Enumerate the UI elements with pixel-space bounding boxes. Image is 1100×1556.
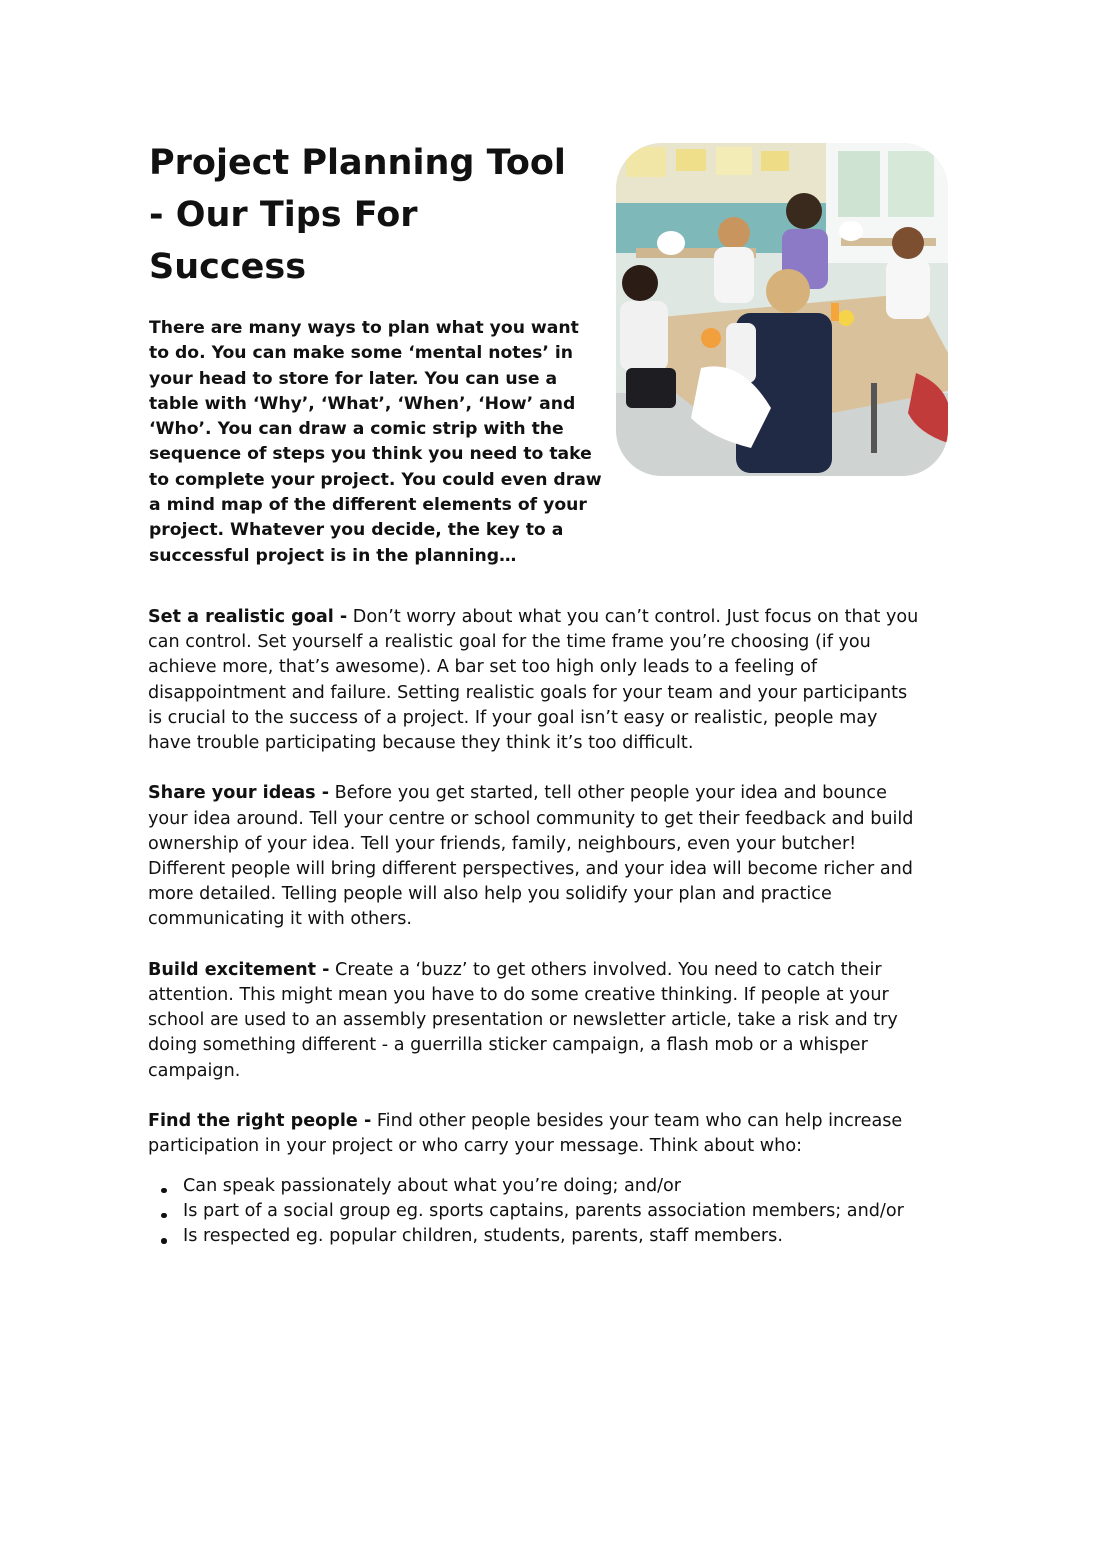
tip-heading: Build excitement - [148, 959, 330, 980]
page-title: Project Planning Tool - Our Tips For Success [149, 143, 566, 287]
tip-text: Don’t worry about what you can’t control. Just focus on that you can control. Set yourself a realistic goal for the time frame you’re choosing (if you achieve more, that’s awesome). A bar set too high only leads to a feeling of disappointment and failure. Setting realistic goals for your team and your participants is crucial to the success of a project. If your goal isn’t easy or realistic, people may have trouble participating because they think it’s too difficult. [148, 607, 919, 754]
classroom-photo [616, 143, 948, 476]
classroom-illustration [616, 143, 948, 476]
tip-heading: Set a realistic goal - [148, 607, 348, 627]
intro-paragraph: There are many ways to plan what you want to do. You can make some ‘mental notes’ in your head to store for later. You can use a table with ‘Why’, ‘What’, ‘When’, ‘How’ and ‘Who’. You can draw a comic strip with the sequence of steps you think you need to take to complete your project. You could even draw a mind map of the different elements of your project. Whatever you decide, the key to a successful project is in the planning… [149, 318, 602, 566]
tip-heading: Share your ideas - [148, 783, 330, 804]
tips-section [148, 605, 923, 1249]
tip-share-ideas [148, 781, 923, 932]
people-list [148, 1174, 923, 1250]
tip-heading: Find the right people - [148, 1111, 372, 1132]
list-item: Is respected eg. popular children, students, parents, staff members. [148, 1224, 923, 1249]
tip-text: Create a ‘buzz’ to get others involved. You need to catch their attention. This might mean you have to do some creative thinking. If people at your school are used to an assembly presentation or newsletter article, take a risk and try doing something different - a guerrilla sticker campaign, a flash mob or a whisper campaign. [148, 959, 898, 1081]
tip-text: Find other people besides your team who can help increase participation in your project or who carry your message. Think about who: [148, 1111, 903, 1157]
list-item: Is part of a social group eg. sports captains, parents association members; and/or [148, 1199, 923, 1224]
list-item: Can speak passionately about what you’re doing; and/or [148, 1174, 923, 1199]
tip-right-people [148, 1109, 923, 1159]
tip-realistic-goal [148, 605, 923, 756]
tip-text: Before you get started, tell other people your idea and bounce your idea around. Tell your centre or school community to get their feedback and build ownership of your idea. Tell your friends, family, neighbours, even your butcher! Different people will bring different perspectives, and your idea will become richer and more detailed. Telling people will also help you solidify your plan and practice communicating it with others. [148, 783, 914, 930]
tip-build-excitement [148, 958, 923, 1084]
